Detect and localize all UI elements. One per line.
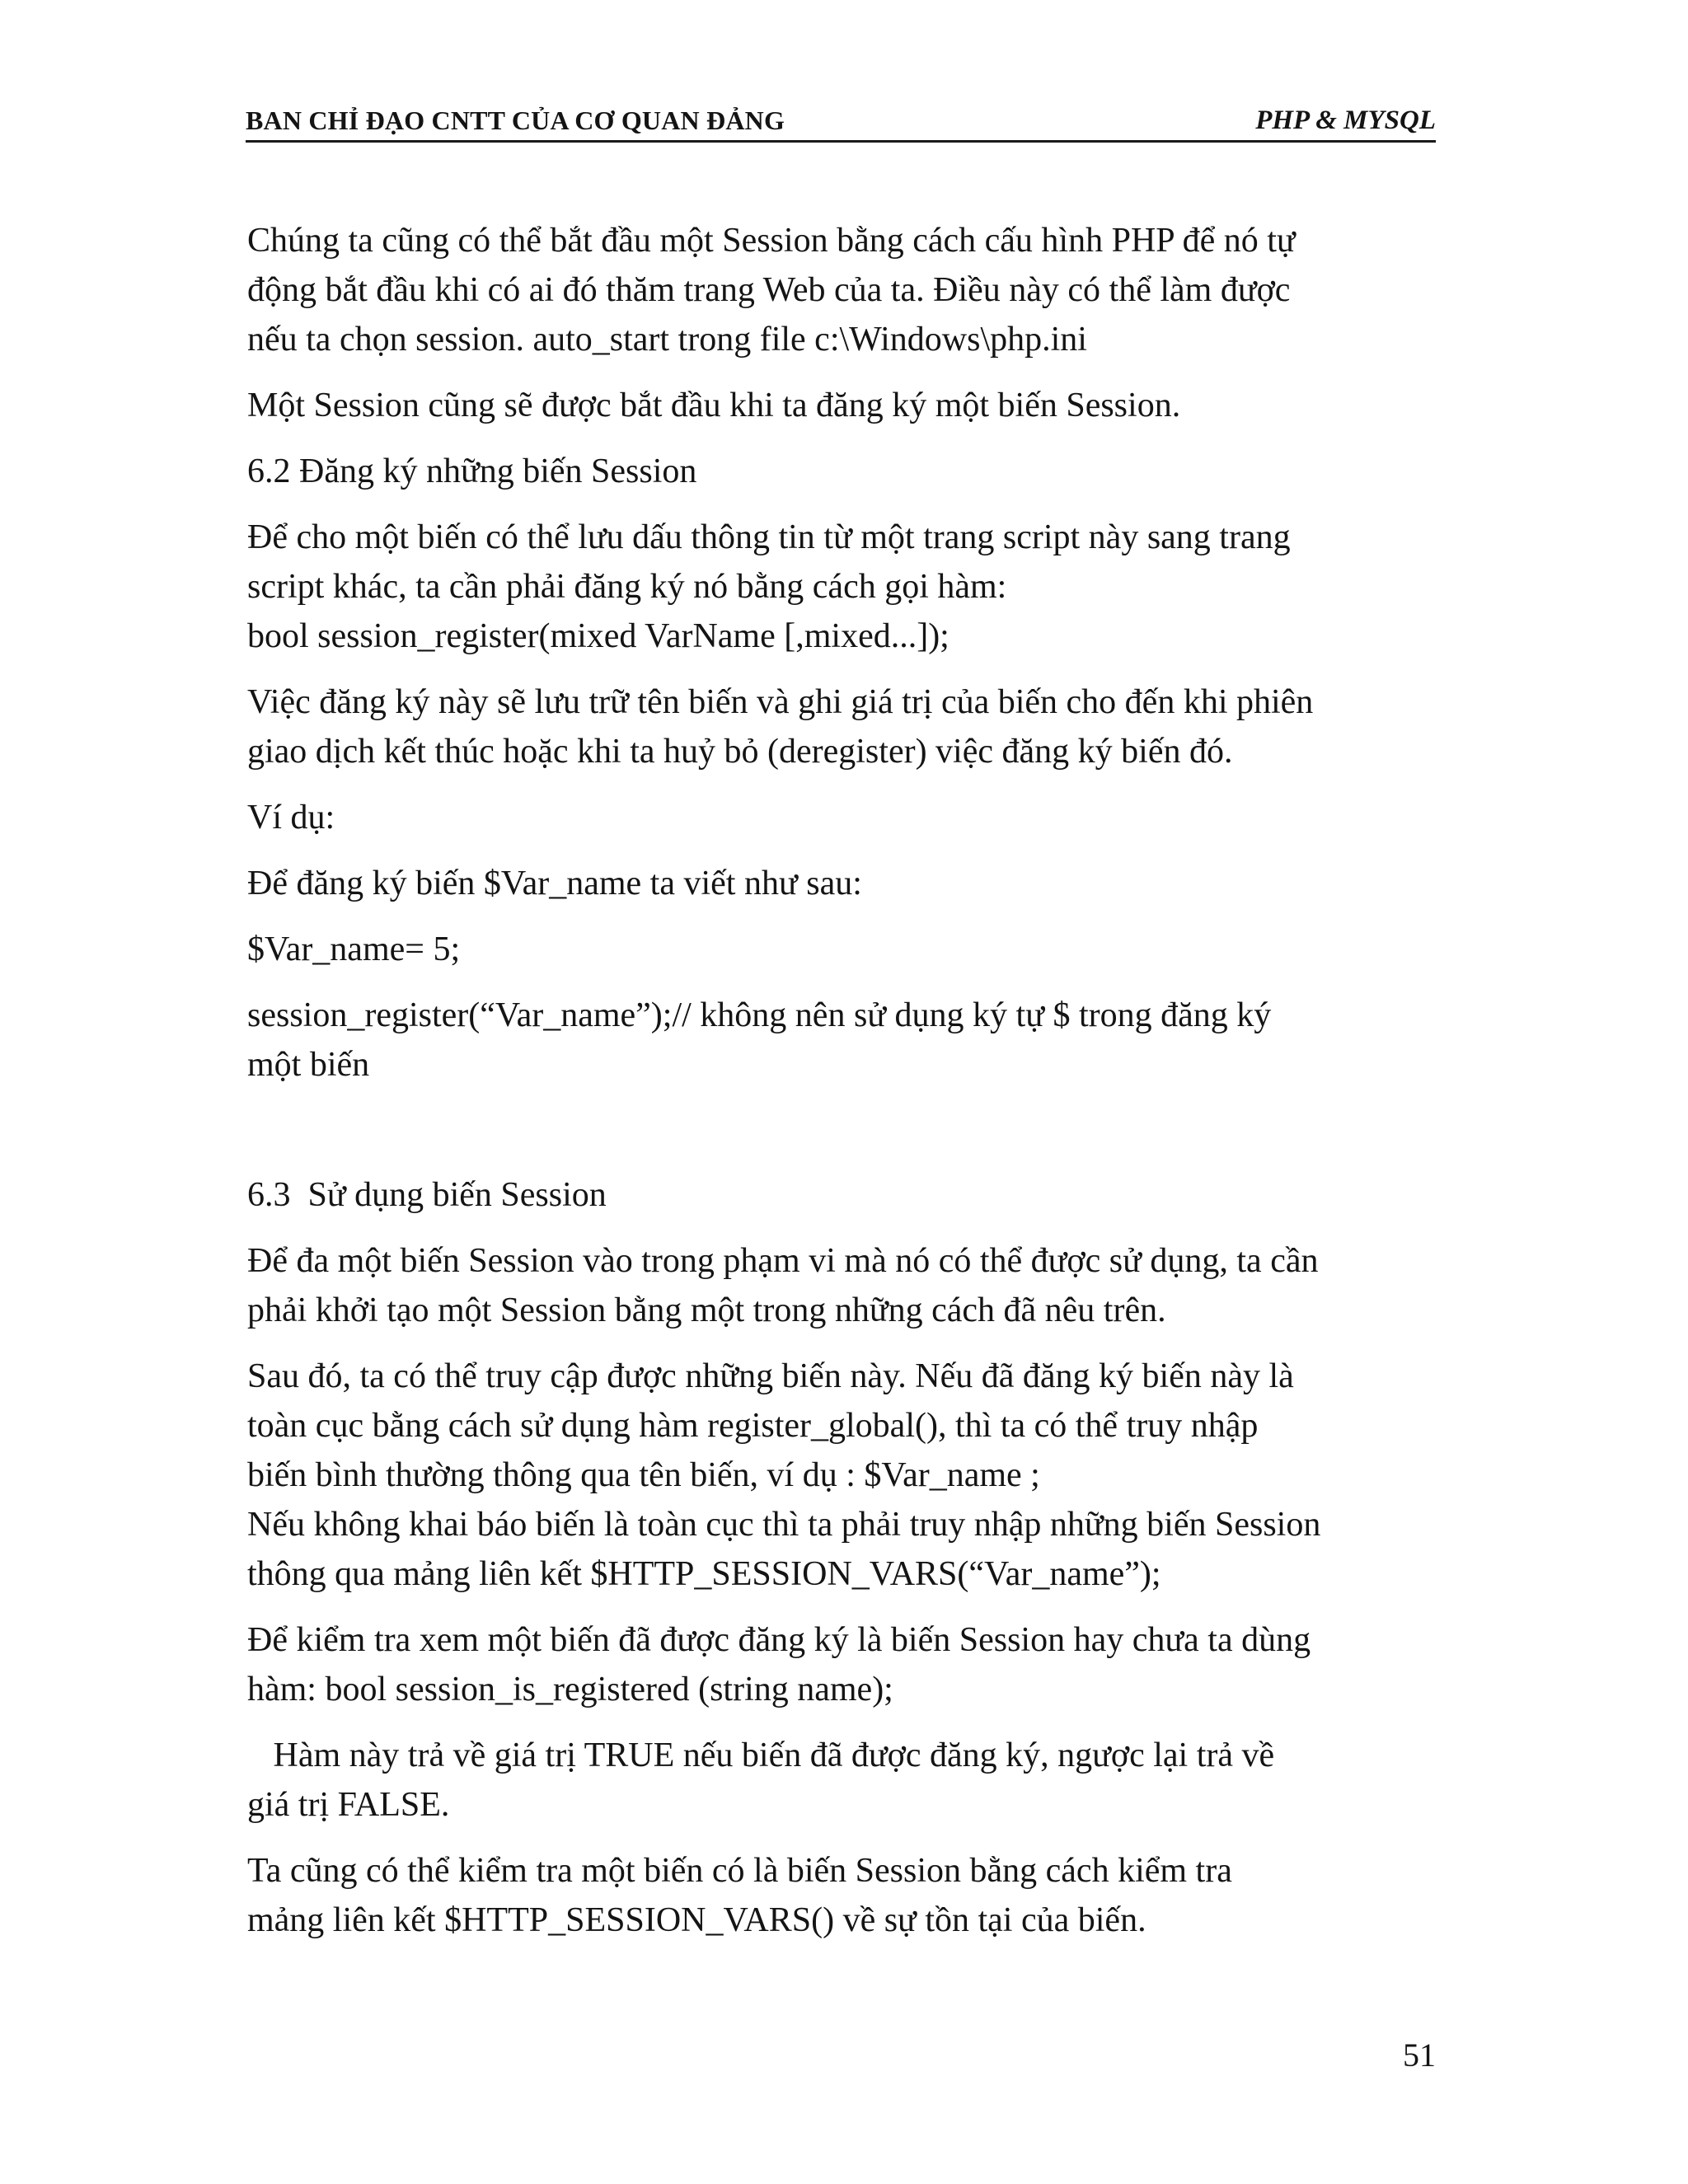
text-line: giá trị FALSE.	[247, 1786, 450, 1824]
text-line: Ta cũng có thể kiểm tra một biến có là biến Session bằng cách kiểm tra	[247, 1852, 1232, 1890]
page-number: 51	[1403, 2036, 1436, 2074]
header-book-title: PHP & MYSQL	[1255, 105, 1436, 135]
text-line: nếu ta chọn session. auto_start trong file c:\Windows\php.ini	[247, 321, 1087, 359]
header-organization: BAN CHỈ ĐẠO CNTT CỦA CƠ QUAN ĐẢNG	[246, 105, 785, 135]
spacer	[247, 1106, 1442, 1170]
page-content	[247, 216, 1442, 1961]
paragraph-example-label	[247, 793, 1442, 842]
paragraph-example-intro	[247, 859, 1442, 908]
section-heading-6-3: 6.3 Sử dụng biến Session	[247, 1176, 607, 1214]
section-heading-6-2: 6.2 Đăng ký những biến Session	[247, 452, 697, 490]
text-line: Việc đăng ký này sẽ lưu trữ tên biến và ghi giá trị của biến cho đến khi phiên	[247, 683, 1314, 721]
code-line: bool session_register(mixed VarName [,mixed...]);	[247, 617, 950, 655]
paragraph-example-assign	[247, 925, 1442, 974]
code-line: session_register(“Var_name”);// không nên sử dụng ký tự $ trong đăng ký	[247, 996, 1272, 1034]
text-line: Hàm này trả về giá trị TRUE nếu biến đã được đăng ký, ngược lại trả về	[247, 1736, 1275, 1774]
text-line: giao dịch kết thúc hoặc khi ta huỷ bỏ (deregister) việc đăng ký biến đó.	[247, 733, 1233, 771]
text-line: phải khởi tạo một Session bằng một trong những cách đã nêu trên.	[247, 1291, 1166, 1329]
text-line: Để đa một biến Session vào trong phạm vi mà nó có thể được sử dụng, ta cần	[247, 1242, 1319, 1280]
text-line: biến bình thường thông qua tên biến, ví dụ : $Var_name ;	[247, 1456, 1040, 1494]
paragraph-check-registered	[247, 1615, 1442, 1714]
paragraph-example-register	[247, 991, 1442, 1090]
code-line: $Var_name= 5;	[247, 930, 461, 968]
text-line: script khác, ta cần phải đăng ký nó bằng cách gọi hàm:	[247, 568, 1007, 606]
text-line: Để đăng ký biến $Var_name ta viết như sau:	[247, 865, 862, 902]
text-line: Nếu không khai báo biến là toàn cục thì ta phải truy nhập những biến Session	[247, 1506, 1321, 1544]
paragraph-access-vars	[247, 1352, 1442, 1599]
paragraph-register-effect	[247, 677, 1442, 776]
text-line: thông qua mảng liên kết $HTTP_SESSION_VARS(“Var_name”);	[247, 1555, 1161, 1593]
paragraph-auto-start	[247, 216, 1442, 364]
paragraph-check-array	[247, 1846, 1442, 1945]
paragraph-session-start	[247, 381, 1442, 430]
text-line: Chúng ta cũng có thể bắt đầu một Session bằng cách cấu hình PHP để nó tự	[247, 222, 1296, 260]
text-line: Ví dụ:	[247, 799, 335, 837]
paragraph-register-intro	[247, 513, 1442, 661]
text-line: Để kiểm tra xem một biến đã được đăng ký là biến Session hay chưa ta dùng	[247, 1621, 1311, 1659]
text-line: mảng liên kết $HTTP_SESSION_VARS() về sự tồn tại của biến.	[247, 1901, 1146, 1939]
text-line: một biến	[247, 1046, 370, 1084]
text-line: Để cho một biến có thể lưu dấu thông tin từ một trang script này sang trang	[247, 518, 1291, 556]
paragraph-use-scope	[247, 1236, 1442, 1335]
page-header	[246, 105, 1436, 143]
code-line: hàm: bool session_is_registered (string name);	[247, 1671, 893, 1708]
text-line: động bắt đầu khi có ai đó thăm trang Web của ta. Điều này có thể làm được	[247, 271, 1291, 309]
text-line: Một Session cũng sẽ được bắt đầu khi ta đăng ký một biến Session.	[247, 387, 1181, 424]
text-line: toàn cục bằng cách sử dụng hàm register_global(), thì ta có thể truy nhập	[247, 1407, 1259, 1445]
text-line: Sau đó, ta có thể truy cập được những biến này. Nếu đã đăng ký biến này là	[247, 1357, 1294, 1395]
paragraph-return-value	[247, 1731, 1442, 1830]
